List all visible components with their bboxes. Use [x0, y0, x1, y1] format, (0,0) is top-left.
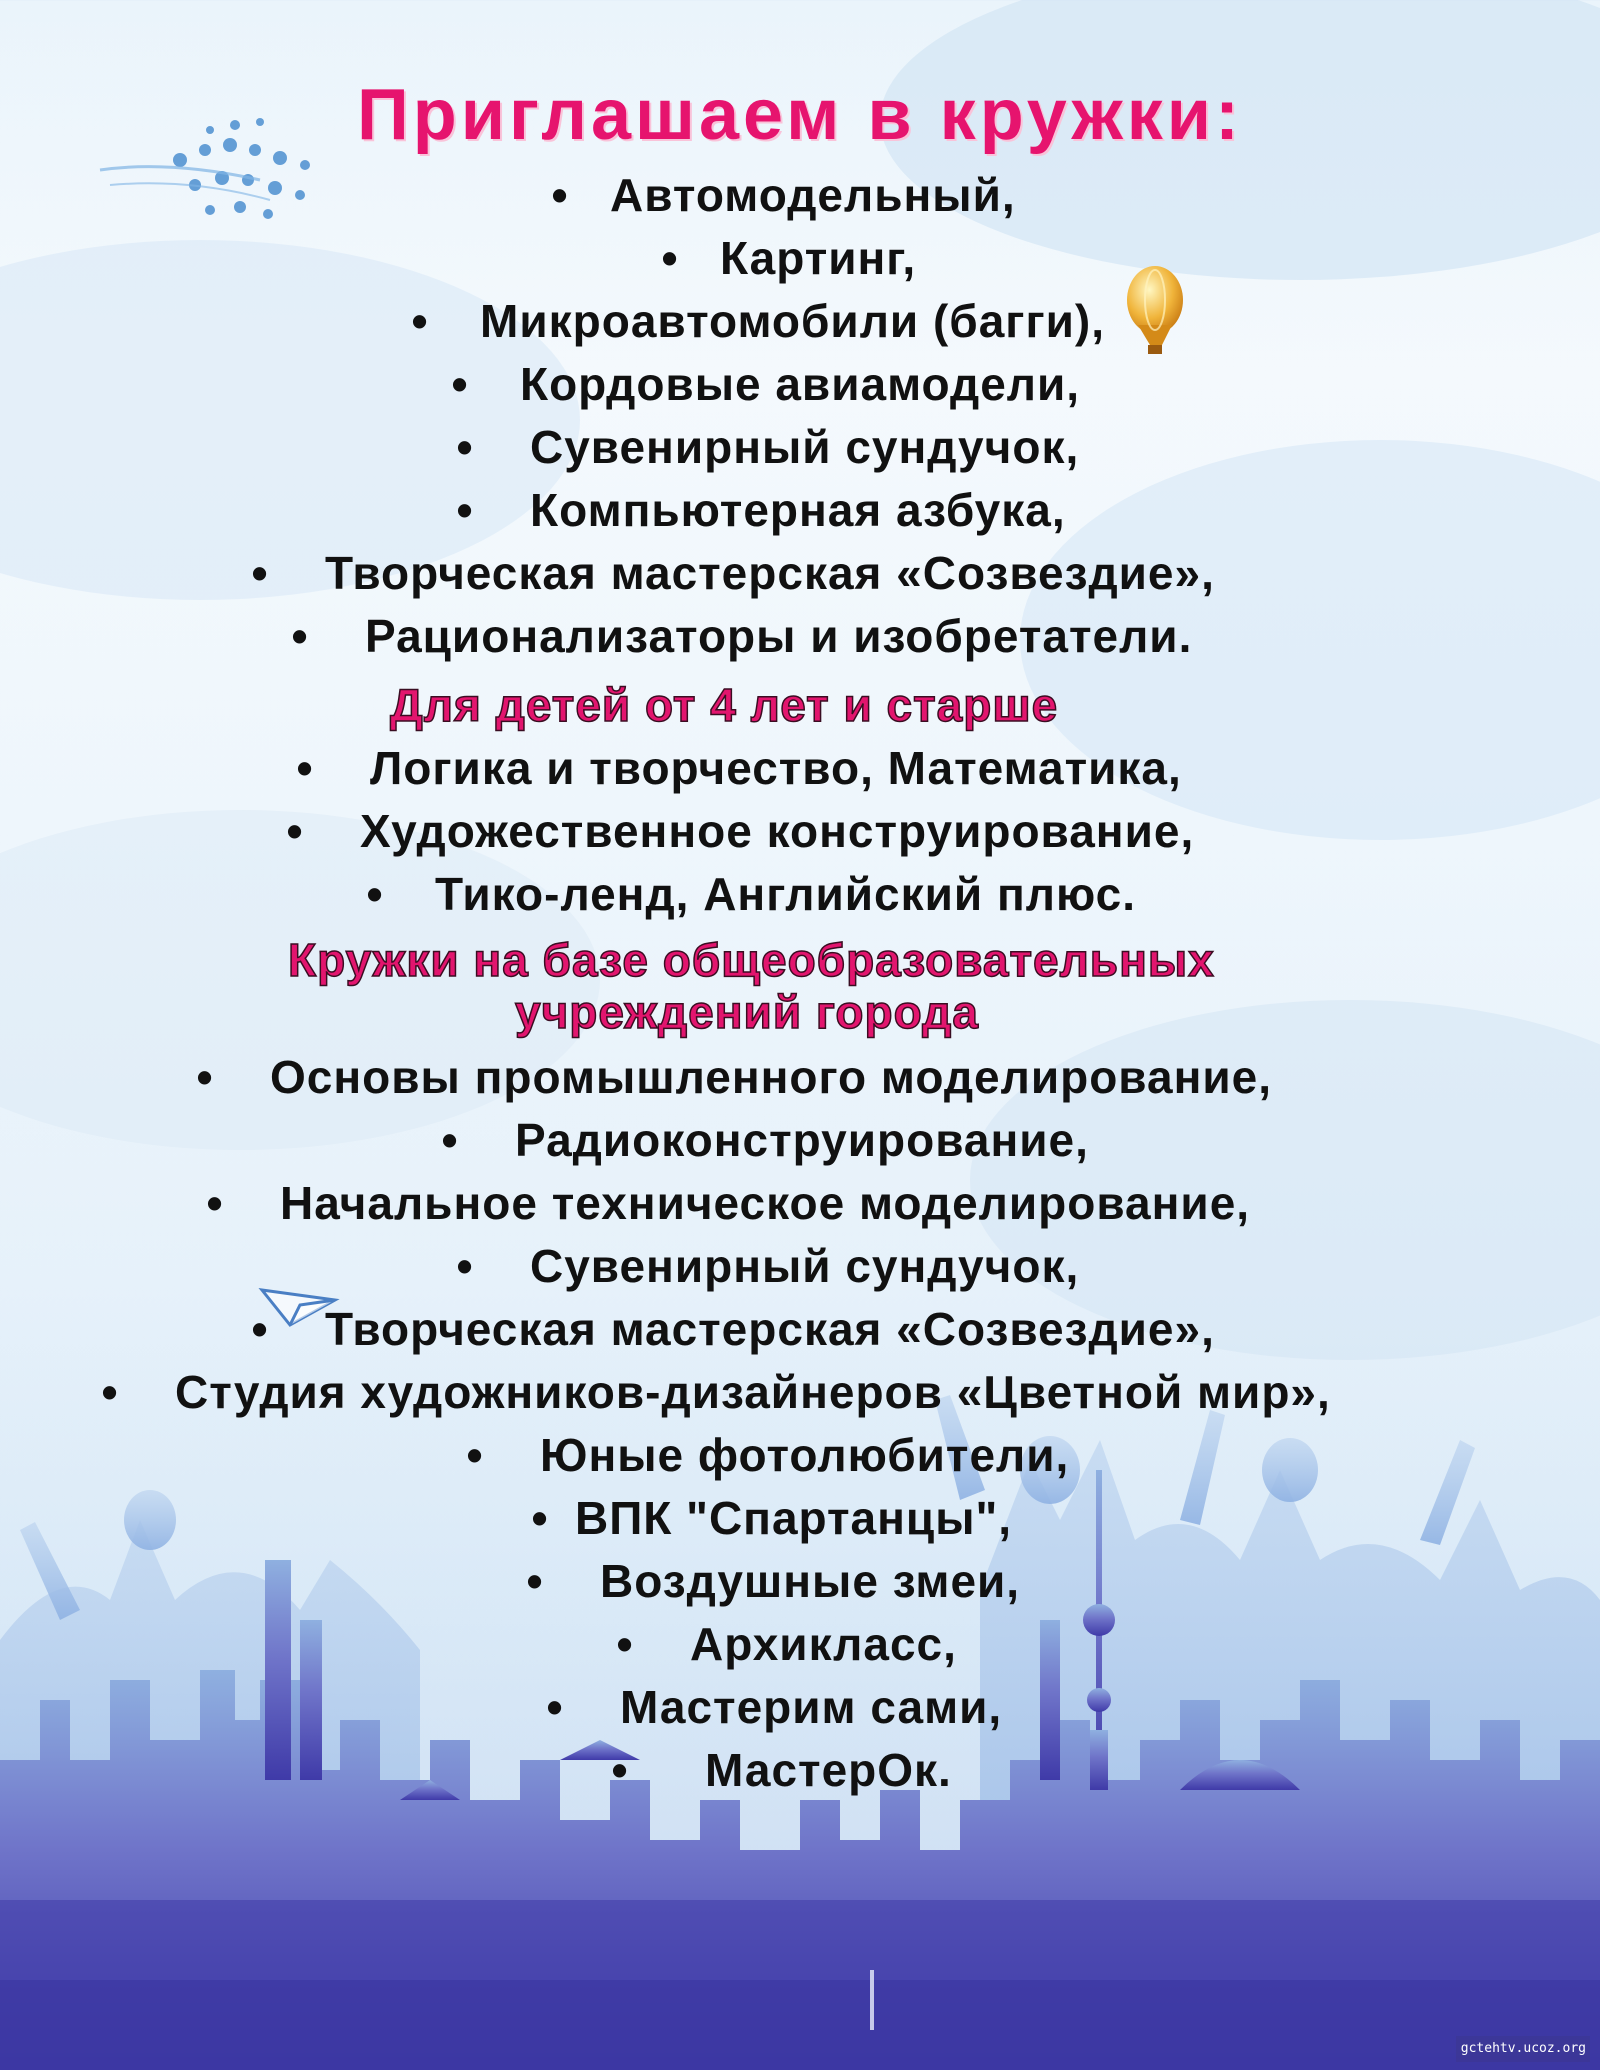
list-item: • Творческая мастерская «Созвездие», — [0, 543, 1600, 603]
list-item: • Творческая мастерская «Созвездие», — [0, 1299, 1600, 1359]
list-item: • Художественное конструирование, — [0, 801, 1600, 861]
bullet: • — [456, 421, 474, 473]
list-item: • Картинг, — [0, 228, 1600, 288]
bullet: • — [456, 1240, 474, 1292]
watermark: gctehtv.ucoz.org — [1456, 2036, 1590, 2062]
bullet: • — [551, 169, 569, 221]
bullet: • — [531, 1492, 549, 1544]
bullet: • — [546, 1681, 564, 1733]
bullet: • — [196, 1051, 214, 1103]
section-heading-schools-line1: Кружки на базе общеобразовательных — [288, 934, 1215, 986]
bullet: • — [251, 547, 269, 599]
list-item: • Компьютерная азбука, — [0, 480, 1600, 540]
bullet: • — [251, 1303, 269, 1355]
list-item: • Архикласс, — [0, 1614, 1600, 1674]
bullet: • — [101, 1366, 119, 1418]
list-item: • Логика и творчество, Математика, — [0, 738, 1600, 798]
list-item: • Радиоконструирование, — [0, 1110, 1600, 1170]
bullet: • — [296, 742, 314, 794]
page-title: Приглашаем в кружки: — [357, 75, 1243, 155]
list-item: • Юные фотолюбители, — [0, 1425, 1600, 1485]
section-heading-schools-line2: учреждений города — [515, 986, 979, 1038]
list-item: • Студия художников-дизайнеров «Цветной мир», — [0, 1362, 1600, 1422]
list-item: • Мастерим сами, — [0, 1677, 1600, 1737]
bullet: • — [441, 1114, 459, 1166]
bullet: • — [206, 1177, 224, 1229]
bullet: • — [466, 1429, 484, 1481]
list-item: • Основы промышленного моделирование, — [0, 1047, 1600, 1107]
bullet: • — [411, 295, 429, 347]
bullet: • — [456, 484, 474, 536]
bullet: • — [451, 358, 469, 410]
bullet: • — [526, 1555, 544, 1607]
list-item: • Воздушные змеи, — [0, 1551, 1600, 1611]
list-item: • Начальное техническое моделирование, — [0, 1173, 1600, 1233]
bullet: • — [661, 232, 679, 284]
list-item: • Автомодельный, — [0, 165, 1600, 225]
bullet: • — [366, 868, 384, 920]
list-item: • ВПК "Спартанцы", — [0, 1488, 1600, 1548]
bullet: • — [291, 610, 309, 662]
list-item: • Рационализаторы и изобретатели. — [0, 606, 1600, 666]
bullet: • — [286, 805, 304, 857]
list-item: • Микроавтомобили (багги), — [0, 291, 1600, 351]
list-item: • Сувенирный сундучок, — [0, 417, 1600, 477]
bullet: • — [611, 1744, 629, 1796]
list-item: • Кордовые авиамодели, — [0, 354, 1600, 414]
list-item: • Сувенирный сундучок, — [0, 1236, 1600, 1296]
list-item: • МастерОк. — [0, 1740, 1600, 1800]
list-item: • Тико-ленд, Английский плюс. — [0, 864, 1600, 924]
section-heading-kids: Для детей от 4 лет и старше — [390, 679, 1059, 731]
bullet: • — [616, 1618, 634, 1670]
